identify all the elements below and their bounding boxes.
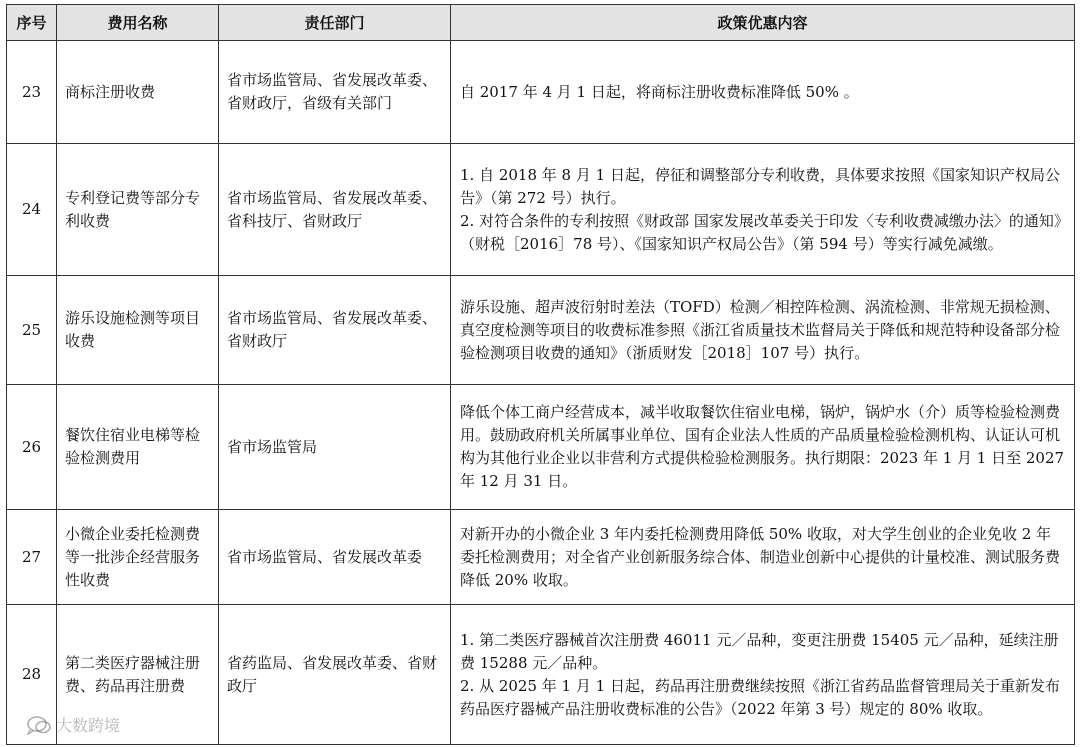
table-row: [7, 510, 1075, 605]
row-policy-content: [451, 605, 1075, 745]
row-fee-name: 专利登记费等部分专利收费: [57, 144, 219, 276]
table-row: [7, 41, 1075, 144]
row-department: 省药监局、省发展改革委、省财政厅: [219, 605, 451, 745]
row-seq: 24: [7, 144, 57, 276]
row-seq: 23: [7, 41, 57, 144]
row-fee-name: 游乐设施检测等项目收费: [57, 276, 219, 385]
policy-line: 1. 第二类医疗器械首次注册费 46011 元／品种，变更注册费 15405 元／品种，延续注册费 15288 元／品种。: [460, 630, 1059, 672]
row-seq: 26: [7, 385, 57, 510]
row-policy-content: [451, 41, 1075, 144]
policy-line: 1. 自 2018 年 8 月 1 日起，停征和调整部分专利收费，具体要求按照《国家知识产权局公告》（第 272 号）执行。: [460, 165, 1060, 207]
table-row: [7, 605, 1075, 745]
row-seq: 27: [7, 510, 57, 605]
table-row: [7, 276, 1075, 385]
header-fee-name: 费用名称: [57, 5, 219, 41]
row-department: 省市场监管局: [219, 385, 451, 510]
policy-line: 2. 从 2025 年 1 月 1 日起，药品再注册费继续按照《浙江省药品监督管理局关于重新发布药品医疗器械产品注册收费标准的公告》（2022 年第 3 号）规定的 80% 收取。: [460, 676, 1060, 718]
header-department: 责任部门: [219, 5, 451, 41]
row-policy-content: [451, 276, 1075, 385]
policy-line: 降低个体工商户经营成本，减半收取餐饮住宿业电梯，锅炉，锅炉水（介）质等检验检测费用。鼓励政府机关所属事业单位、国有企业法人性质的产品质量检验检测机构、认证认可机构为其他行业企业以非营利方式提供检验检测服务。执行期限：2023 年 1 月 1 日至 2027 年 12 月 31 日。: [460, 403, 1065, 490]
policy-line: 对新开办的小微企业 3 年内委托检测费用降低 50% 收取，对大学生创业的企业免收 2 年委托检测费用；对全省产业创新服务综合体、制造业创新中心提供的计量校准、测试服务费降低 20% 收取。: [460, 524, 1061, 589]
chat-bubble-logo-icon: [26, 715, 52, 735]
row-policy-content: [451, 385, 1075, 510]
row-department: 省市场监管局、省发展改革委: [219, 510, 451, 605]
row-department: 省市场监管局、省发展改革委、省财政厅: [219, 276, 451, 385]
watermark: [26, 713, 120, 736]
row-seq: 28: [7, 605, 57, 745]
policy-line: 游乐设施、超声波衍射时差法（TOFD）检测／相控阵检测、涡流检测、非常规无损检测、真空度检测等项目的收费标准参照《浙江省质量技术监督局关于降低和规范特种设备部分检验检测项目收费的通知》（浙质财发［2018］107 号）执行。: [460, 297, 1061, 362]
policy-line: 自 2017 年 4 月 1 日起，将商标注册收费标准降低 50% 。: [460, 82, 859, 101]
table-row: [7, 144, 1075, 276]
fee-table-container: [6, 4, 1075, 745]
row-policy-content: [451, 144, 1075, 276]
table-header-row: [7, 5, 1075, 41]
row-fee-name: 餐饮住宿业电梯等检验检测费用: [57, 385, 219, 510]
header-policy-content: 政策优惠内容: [451, 5, 1075, 41]
row-seq: 25: [7, 276, 57, 385]
table-row: [7, 385, 1075, 510]
row-policy-content: [451, 510, 1075, 605]
row-fee-name: 商标注册收费: [57, 41, 219, 144]
row-fee-name: 小微企业委托检测费等一批涉企经营服务性收费: [57, 510, 219, 605]
policy-line: 2. 对符合条件的专利按照《财政部 国家发展改革委关于印发〈专利收费减缴办法〉的通知》（财税［2016］78 号）、《国家知识产权局公告》（第 594 号）等实行减免减缴。: [460, 211, 1062, 253]
row-fee-name: 第二类医疗器械注册费、药品再注册费: [57, 605, 219, 745]
header-seq: 序号: [7, 5, 57, 41]
row-department: 省市场监管局、省发展改革委、省财政厅，省级有关部门: [219, 41, 451, 144]
watermark-text: 大数跨境: [56, 716, 121, 735]
fee-policy-table: [6, 4, 1075, 745]
row-department: 省市场监管局、省发展改革委、省科技厅、省财政厅: [219, 144, 451, 276]
